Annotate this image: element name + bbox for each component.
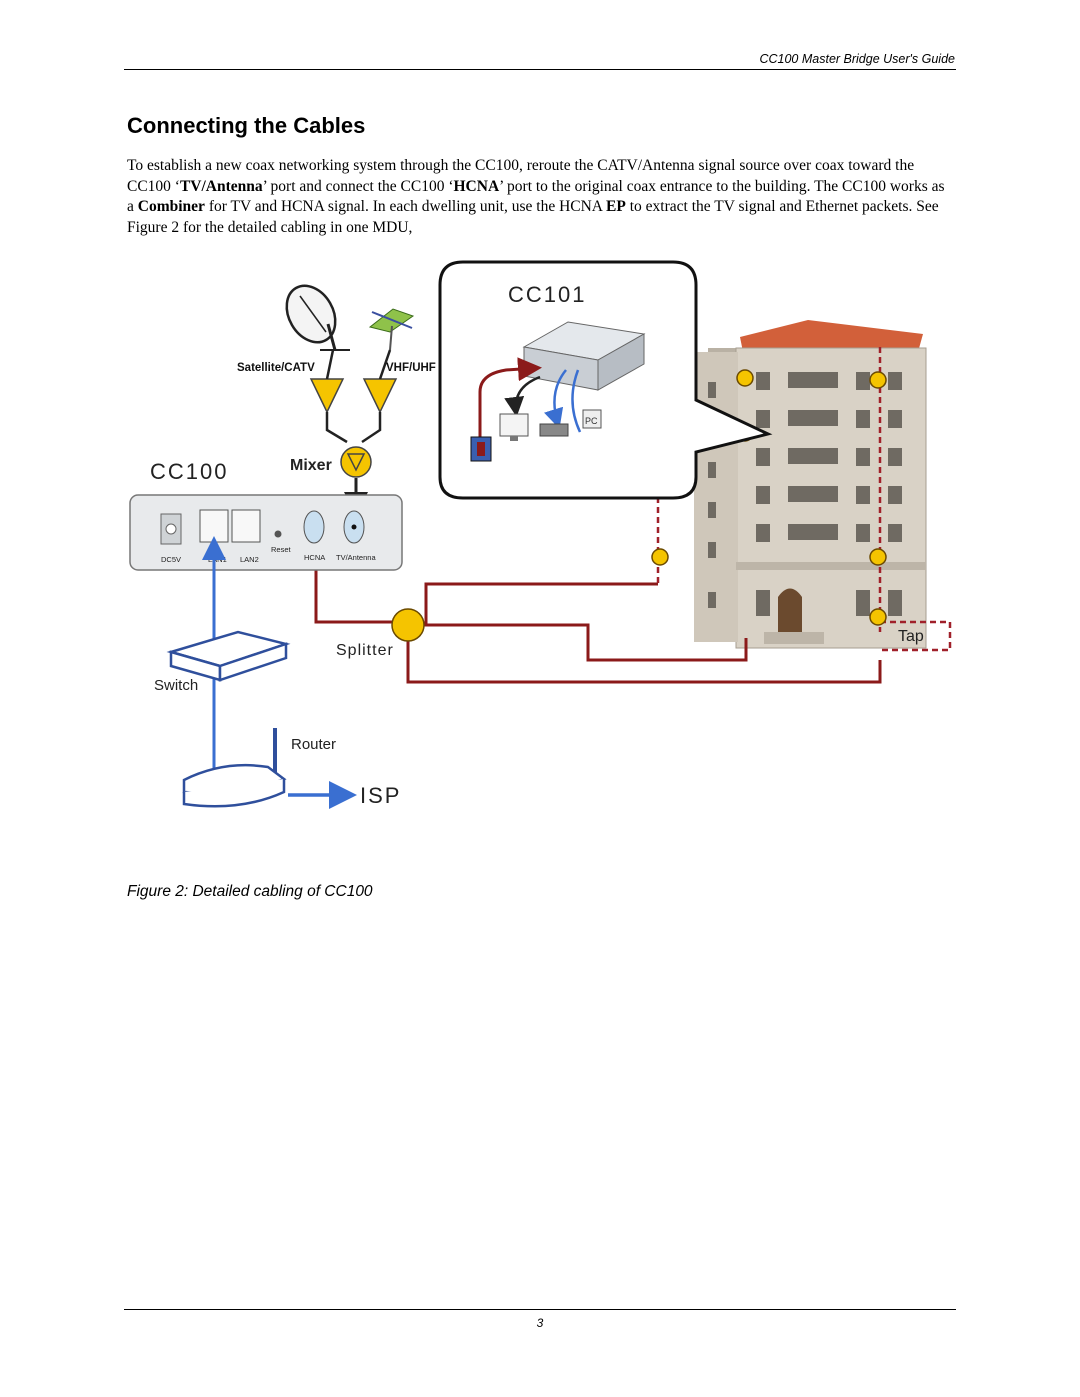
splitter-icon bbox=[392, 609, 424, 641]
tap-icon bbox=[737, 370, 753, 386]
amplifier-icon bbox=[311, 379, 343, 412]
router-label: Router bbox=[291, 736, 337, 753]
tap-icon bbox=[870, 549, 886, 565]
tap-label: Tap bbox=[898, 628, 924, 645]
port-label-lan2: LAN2 bbox=[240, 555, 259, 564]
pc-icon bbox=[583, 410, 601, 428]
tap-icon bbox=[870, 372, 886, 388]
satellite-label: Satellite/CATV bbox=[237, 362, 315, 374]
figure-caption: Figure 2: Detailed cabling of CC100 bbox=[127, 883, 373, 900]
cc101-label: CC101 bbox=[508, 282, 587, 307]
satellite-dish-icon bbox=[277, 277, 350, 351]
isp-label: ISP bbox=[360, 783, 402, 808]
port-label-lan1: LAN1 bbox=[208, 555, 227, 564]
tap-icon bbox=[652, 549, 668, 565]
svg-text:PC: PC bbox=[585, 416, 598, 426]
running-header: CC100 Master Bridge User's Guide bbox=[759, 52, 955, 66]
page-number: 3 bbox=[536, 1316, 544, 1330]
switch-label: Switch bbox=[154, 677, 199, 694]
vhf-label: VHF/UHF bbox=[386, 362, 436, 374]
body-paragraph: To establish a new coax networking system through the CC100, reroute the CATV/Antenna signal source over coax toward the CC100 ‘TV/Antenna’ port and connect the CC100 ‘HCNA’ port to the original coax entrance to the building. The CC100 works as a Combiner for TV and HCNA signal. In each dwelling unit, use the HCNA EP to extract the TV signal and Ethernet packets. See Figure 2 for the detailed cabling in one MDU, bbox=[127, 157, 945, 236]
mixer-icon bbox=[341, 447, 371, 477]
tap-icon bbox=[870, 609, 886, 625]
router-icon bbox=[184, 728, 284, 806]
port-label-dc5v: DC5V bbox=[161, 555, 182, 564]
header-rule bbox=[124, 69, 956, 70]
mixer-label: Mixer bbox=[290, 457, 332, 474]
port-label-reset: Reset bbox=[271, 545, 291, 554]
building-illustration bbox=[694, 320, 926, 648]
switch-icon bbox=[171, 632, 286, 680]
splitter-label: Splitter bbox=[336, 642, 394, 659]
cc100-label: CC100 bbox=[150, 459, 229, 484]
amplifier-icon bbox=[364, 379, 396, 412]
port-label-tv-antenna: TV/Antenna bbox=[336, 553, 376, 562]
vhf-antenna-icon bbox=[370, 309, 413, 350]
section-title: Connecting the Cables bbox=[127, 113, 366, 138]
footer-rule bbox=[124, 1309, 956, 1310]
modem-icon bbox=[540, 424, 568, 436]
cabling-diagram bbox=[128, 252, 956, 852]
port-label-hcna: HCNA bbox=[304, 553, 326, 562]
